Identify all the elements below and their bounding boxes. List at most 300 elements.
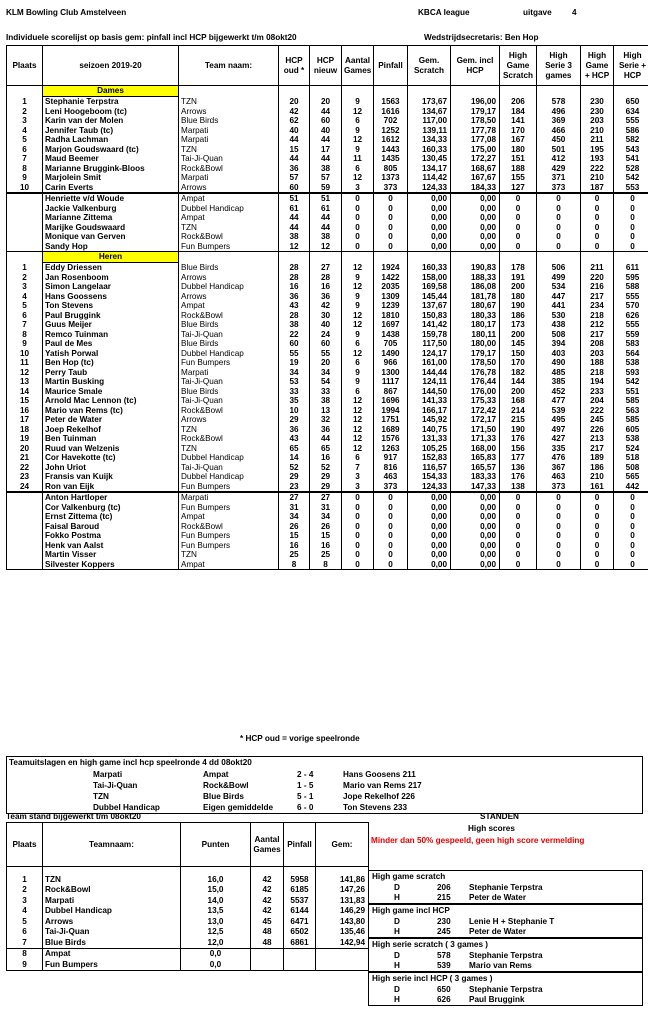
avg-scratch: 152,83 — [408, 453, 451, 463]
high-serie: 495 — [537, 415, 581, 425]
standings-games: 42 — [251, 896, 284, 907]
team-name: Rock&Bowl — [179, 311, 279, 321]
pinfall: 1810 — [374, 311, 408, 321]
table-row — [7, 204, 648, 214]
spacer-cell — [251, 867, 284, 875]
high-score-value: 215 — [437, 893, 451, 902]
table-row — [7, 263, 648, 273]
table-row — [7, 301, 648, 311]
hcp-old: 28 — [279, 263, 310, 273]
games: 0 — [342, 223, 374, 233]
high-serie: 0 — [537, 213, 581, 223]
place: 8 — [7, 330, 43, 340]
avg-hcp: 180,33 — [451, 311, 500, 321]
high-serie: 447 — [537, 292, 581, 302]
high-serie: 0 — [537, 531, 581, 541]
high-serie: 0 — [537, 223, 581, 233]
player-name: Ruud van Welzenis — [43, 444, 179, 454]
high-serie-hcp: 626 — [614, 311, 648, 321]
player-name: Marjon Goudswaard (tc) — [43, 145, 179, 155]
team-name: Tai-Ji-Quan — [179, 377, 279, 387]
high-game-hcp: 211 — [581, 135, 614, 145]
avg-hcp: 0,00 — [451, 531, 500, 541]
table-row — [7, 232, 648, 242]
high-game-hcp: 0 — [581, 512, 614, 522]
avg-hcp: 172,17 — [451, 415, 500, 425]
pinfall: 0 — [374, 242, 408, 252]
hcp-new: 51 — [310, 193, 342, 204]
games: 9 — [342, 368, 374, 378]
hcp-new: 60 — [310, 339, 342, 349]
place: 6 — [7, 145, 43, 155]
standings-row — [7, 896, 369, 907]
pinfall: 1422 — [374, 273, 408, 283]
games: 12 — [342, 320, 374, 330]
high-game-scratch: 0 — [500, 512, 537, 522]
standings-pinfall: 6144 — [284, 906, 316, 917]
hcp-new: 42 — [310, 301, 342, 311]
avg-hcp: 168,67 — [451, 164, 500, 174]
standings-pinfall: 6502 — [284, 927, 316, 938]
hcp-new: 34 — [310, 512, 342, 522]
pinfall: 867 — [374, 387, 408, 397]
games: 0 — [342, 492, 374, 503]
high-game-hcp: 161 — [581, 482, 614, 493]
games: 0 — [342, 232, 374, 242]
standings-average: 147,26 — [316, 885, 369, 896]
pinfall: 0 — [374, 223, 408, 233]
pinfall: 705 — [374, 339, 408, 349]
hcp-old: 35 — [279, 396, 310, 406]
high-game-hcp: 0 — [581, 204, 614, 214]
team-name: Marpati — [179, 126, 279, 136]
hcp-new: 44 — [310, 135, 342, 145]
team-name: Ampat — [179, 301, 279, 311]
high-serie: 0 — [537, 242, 581, 252]
place: 4 — [7, 126, 43, 136]
table-row — [7, 434, 648, 444]
hcp-old: 52 — [279, 463, 310, 473]
match-away: Rock&Bowl — [203, 781, 249, 790]
high-serie-hcp: 563 — [614, 406, 648, 416]
high-game-hcp: 217 — [581, 330, 614, 340]
team-name: Rock&Bowl — [179, 522, 279, 532]
place: 5 — [7, 135, 43, 145]
place: 7 — [7, 154, 43, 164]
high-serie: 539 — [537, 406, 581, 416]
player-name: Ton Stevens — [43, 301, 179, 311]
games: 0 — [342, 541, 374, 551]
player-name: Yatish Porwal — [43, 349, 179, 359]
player-name: Marianne Bruggink-Bloos — [43, 164, 179, 174]
column-header-avg-hcp: Gem. incl HCP — [451, 46, 500, 86]
high-serie: 490 — [537, 358, 581, 368]
high-score-value: 230 — [437, 917, 451, 926]
avg-hcp: 184,33 — [451, 183, 500, 194]
table-row — [7, 126, 648, 136]
high-serie-hcp: 555 — [614, 320, 648, 330]
games: 6 — [342, 116, 374, 126]
edition-number: 4 — [572, 8, 577, 17]
high-serie-hcp: 0 — [614, 242, 648, 252]
high-game-hcp: 0 — [581, 503, 614, 513]
table-row — [7, 273, 648, 283]
high-game-scratch: 215 — [500, 415, 537, 425]
high-serie: 373 — [537, 482, 581, 493]
place: 24 — [7, 482, 43, 493]
team-name: Fun Bumpers — [179, 358, 279, 368]
table-row — [7, 472, 648, 482]
player-name: Sandy Hop — [43, 242, 179, 252]
games: 6 — [342, 358, 374, 368]
high-game-scratch: 200 — [500, 330, 537, 340]
spacer-cell — [43, 867, 181, 875]
games: 3 — [342, 482, 374, 493]
avg-scratch: 117,00 — [408, 116, 451, 126]
high-game-scratch: 127 — [500, 183, 537, 194]
high-serie: 477 — [537, 396, 581, 406]
games: 12 — [342, 444, 374, 454]
high-serie-hcp: 605 — [614, 425, 648, 435]
table-row — [7, 242, 648, 252]
high-game-scratch: 0 — [500, 223, 537, 233]
pinfall: 0 — [374, 531, 408, 541]
section-cell — [374, 252, 408, 263]
avg-scratch: 150,83 — [408, 311, 451, 321]
avg-hcp: 180,00 — [451, 339, 500, 349]
hcp-new: 29 — [310, 482, 342, 493]
high-scores-panel — [368, 822, 643, 1020]
team-name: Dubbel Handicap — [179, 204, 279, 214]
section-cell — [614, 252, 648, 263]
player-name: Guus Meijer — [43, 320, 179, 330]
table-row — [7, 415, 648, 425]
high-game-scratch: 0 — [500, 531, 537, 541]
table-row — [7, 377, 648, 387]
hcp-new: 33 — [310, 387, 342, 397]
table-row — [7, 97, 648, 107]
pinfall: 816 — [374, 463, 408, 473]
high-score-heren-line — [369, 961, 642, 971]
page-subtitle: Individuele scorelijst op basis gem: pinfall incl HCP bijgewerkt t/m 08okt20 — [6, 33, 297, 42]
player-name: Monique van Gerven — [43, 232, 179, 242]
hcp-old: 27 — [279, 492, 310, 503]
match-row — [7, 781, 642, 792]
place: 12 — [7, 368, 43, 378]
high-score-heren-line — [369, 927, 642, 937]
pinfall: 1576 — [374, 434, 408, 444]
high-serie: 508 — [537, 330, 581, 340]
hcp-old: 8 — [279, 560, 310, 570]
edition-label: uitgave — [523, 8, 552, 17]
standings-team-name: Blue Birds — [43, 938, 181, 949]
player-name: John Uriot — [43, 463, 179, 473]
games: 3 — [342, 472, 374, 482]
player-name: Jennifer Taub (tc) — [43, 126, 179, 136]
avg-hcp: 175,33 — [451, 396, 500, 406]
standings-team-name: Rock&Bowl — [43, 885, 181, 896]
high-serie-hcp: 543 — [614, 145, 648, 155]
match-high: Jope Rekelhof 226 — [343, 792, 415, 801]
hcp-new: 38 — [310, 232, 342, 242]
high-serie: 501 — [537, 145, 581, 155]
table-row — [7, 116, 648, 126]
high-game-scratch: 0 — [500, 242, 537, 252]
hcp-new: 16 — [310, 282, 342, 292]
standings-points: 14,0 — [181, 896, 251, 907]
high-game-hcp: 230 — [581, 107, 614, 117]
high-game-hcp: 210 — [581, 126, 614, 136]
pinfall: 0 — [374, 512, 408, 522]
hcp-old: 36 — [279, 164, 310, 174]
player-name: Marijke Goudswaard — [43, 223, 179, 233]
standings-points: 16,0 — [181, 875, 251, 886]
avg-scratch: 124,33 — [408, 482, 451, 493]
high-game-hcp: 216 — [581, 282, 614, 292]
standings-row — [7, 885, 369, 896]
avg-hcp: 0,00 — [451, 242, 500, 252]
gender-label: H — [394, 927, 400, 936]
high-game-scratch: 190 — [500, 425, 537, 435]
high-serie-hcp: 553 — [614, 183, 648, 194]
hcp-new: 34 — [310, 368, 342, 378]
hcp-old: 44 — [279, 213, 310, 223]
hcp-new: 28 — [310, 273, 342, 283]
high-game-scratch: 180 — [500, 292, 537, 302]
high-score-name: Mario van Rems — [469, 961, 532, 970]
column-header-high-game-hcp: High Game + HCP — [581, 46, 614, 86]
section-label-dames: Dames — [43, 86, 179, 97]
hcp-new: 17 — [310, 145, 342, 155]
team-name: Arrows — [179, 273, 279, 283]
hcp-old: 20 — [279, 97, 310, 107]
standings-pinfall: 6185 — [284, 885, 316, 896]
hcp-new: 59 — [310, 183, 342, 194]
hcp-old: 38 — [279, 232, 310, 242]
hcp-new: 44 — [310, 107, 342, 117]
team-name: Dubbel Handicap — [179, 472, 279, 482]
standings-points: 13,5 — [181, 906, 251, 917]
hcp-new: 32 — [310, 415, 342, 425]
high-serie: 506 — [537, 263, 581, 273]
pinfall: 1563 — [374, 97, 408, 107]
high-score-name: Stephanie Terpstra — [469, 985, 543, 994]
hcp-old: 22 — [279, 330, 310, 340]
high-game-scratch: 184 — [500, 107, 537, 117]
section-cell — [179, 86, 279, 97]
standings-points: 12,0 — [181, 938, 251, 949]
high-game-hcp: 0 — [581, 223, 614, 233]
match-score: 1 - 5 — [297, 781, 314, 790]
high-serie: 0 — [537, 232, 581, 242]
table-row — [7, 223, 648, 233]
team-name: Ampat — [179, 560, 279, 570]
high-serie-hcp: 0 — [614, 204, 648, 214]
avg-scratch: 159,78 — [408, 330, 451, 340]
pinfall: 1443 — [374, 145, 408, 155]
high-score-block-title: High serie scratch ( 3 games ) — [372, 940, 489, 949]
high-serie-hcp: 555 — [614, 116, 648, 126]
hcp-old: 36 — [279, 425, 310, 435]
high-score-block — [368, 870, 643, 904]
standings-points: 0,0 — [181, 960, 251, 971]
high-serie-hcp: 0 — [614, 522, 648, 532]
avg-scratch: 0,00 — [408, 550, 451, 560]
hcp-old: 25 — [279, 550, 310, 560]
place: 1 — [7, 97, 43, 107]
games: 12 — [342, 415, 374, 425]
high-serie-hcp: 0 — [614, 213, 648, 223]
team-name: Rock&Bowl — [179, 164, 279, 174]
hcp-new: 65 — [310, 444, 342, 454]
avg-hcp: 179,17 — [451, 107, 500, 117]
avg-scratch: 169,58 — [408, 282, 451, 292]
team-name: Tai-Ji-Quan — [179, 463, 279, 473]
hcp-old: 60 — [279, 339, 310, 349]
section-cell — [537, 252, 581, 263]
section-cell — [342, 86, 374, 97]
place: 6 — [7, 311, 43, 321]
games: 9 — [342, 273, 374, 283]
high-game-hcp: 194 — [581, 377, 614, 387]
high-serie-hcp: 0 — [614, 503, 648, 513]
high-serie: 371 — [537, 173, 581, 183]
hcp-new: 27 — [310, 492, 342, 503]
team-name: Ampat — [179, 213, 279, 223]
standings-points: 13,0 — [181, 917, 251, 928]
club-name: KLM Bowling Club Amstelveen — [6, 8, 127, 17]
table-row — [7, 358, 648, 368]
player-name: Maud Beemer — [43, 154, 179, 164]
place: 3 — [7, 282, 43, 292]
pinfall: 917 — [374, 453, 408, 463]
high-serie-hcp: 564 — [614, 349, 648, 359]
games: 12 — [342, 282, 374, 292]
team-name: Arrows — [179, 183, 279, 194]
hcp-old: 38 — [279, 320, 310, 330]
high-serie: 335 — [537, 444, 581, 454]
place — [7, 503, 43, 513]
column-header-pinfall: Pinfall — [374, 46, 408, 86]
pinfall: 373 — [374, 183, 408, 194]
standings-row — [7, 875, 369, 886]
hcp-new: 31 — [310, 503, 342, 513]
high-score-value: 578 — [437, 951, 451, 960]
high-game-scratch: 141 — [500, 116, 537, 126]
standings-place: 5 — [7, 917, 43, 928]
games: 12 — [342, 263, 374, 273]
high-serie-hcp: 542 — [614, 173, 648, 183]
match-row — [7, 792, 642, 803]
player-name: Cor Valkenburg (tc) — [43, 503, 179, 513]
standings-team-name: Marpati — [43, 896, 181, 907]
table-row — [7, 311, 648, 321]
league-name: KBCA league — [418, 8, 470, 17]
standings-place: 4 — [7, 906, 43, 917]
hcp-old: 61 — [279, 204, 310, 214]
hcp-old: 55 — [279, 349, 310, 359]
standings-average: 131,83 — [316, 896, 369, 907]
high-serie: 0 — [537, 512, 581, 522]
table-row — [7, 550, 648, 560]
high-game-scratch: 0 — [500, 492, 537, 503]
gender-label: H — [394, 961, 400, 970]
standings-pinfall — [284, 949, 316, 960]
high-serie-hcp: 585 — [614, 396, 648, 406]
high-score-heren-line — [369, 893, 642, 903]
player-name: Remco Tuinman — [43, 330, 179, 340]
section-label-heren: Heren — [43, 252, 179, 263]
pinfall: 0 — [374, 193, 408, 204]
standings-average — [316, 949, 369, 960]
standings-row — [7, 949, 369, 960]
avg-scratch: 140,75 — [408, 425, 451, 435]
high-serie: 441 — [537, 301, 581, 311]
high-score-value: 206 — [437, 883, 451, 892]
player-name: Stephanie Terpstra — [43, 97, 179, 107]
team-name: TZN — [179, 145, 279, 155]
match-high: Mario van Rems 217 — [343, 781, 422, 790]
high-serie-hcp: 570 — [614, 301, 648, 311]
place — [7, 492, 43, 503]
high-game-scratch: 170 — [500, 358, 537, 368]
high-game-hcp: 213 — [581, 434, 614, 444]
pinfall: 0 — [374, 522, 408, 532]
spacer-cell — [7, 867, 43, 875]
games: 12 — [342, 396, 374, 406]
place — [7, 541, 43, 551]
games: 0 — [342, 550, 374, 560]
team-name: Fun Bumpers — [179, 531, 279, 541]
high-score-name: Peter de Water — [469, 927, 527, 936]
pinfall: 1689 — [374, 425, 408, 435]
high-serie: 0 — [537, 541, 581, 551]
hcp-new: 44 — [310, 154, 342, 164]
column-header-hcp-old: HCP oud * — [279, 46, 310, 86]
section-cell — [581, 86, 614, 97]
games: 11 — [342, 154, 374, 164]
hcp-new: 26 — [310, 522, 342, 532]
high-serie: 450 — [537, 135, 581, 145]
standings-games — [251, 960, 284, 971]
hcp-new: 60 — [310, 116, 342, 126]
standings-games: 42 — [251, 885, 284, 896]
table-row — [7, 292, 648, 302]
avg-scratch: 114,42 — [408, 173, 451, 183]
high-game-hcp: 222 — [581, 406, 614, 416]
hcp-new: 16 — [310, 453, 342, 463]
player-name: Karin van der Molen — [43, 116, 179, 126]
high-game-hcp: 186 — [581, 463, 614, 473]
pinfall: 373 — [374, 482, 408, 493]
avg-scratch: 124,33 — [408, 183, 451, 194]
player-name: Radha Lachman — [43, 135, 179, 145]
section-cell — [342, 252, 374, 263]
high-serie-hcp: 595 — [614, 273, 648, 283]
table-row — [7, 560, 648, 570]
high-scores-title: High scores — [468, 824, 515, 833]
pinfall: 0 — [374, 550, 408, 560]
avg-scratch: 141,33 — [408, 396, 451, 406]
place: 20 — [7, 444, 43, 454]
player-name: Simon Langelaar — [43, 282, 179, 292]
high-serie: 429 — [537, 164, 581, 174]
high-game-hcp: 189 — [581, 453, 614, 463]
high-game-hcp: 218 — [581, 368, 614, 378]
avg-scratch: 0,00 — [408, 204, 451, 214]
avg-hcp: 176,78 — [451, 368, 500, 378]
column-header-high-serie-hcp: High Serie + HCP — [614, 46, 648, 86]
